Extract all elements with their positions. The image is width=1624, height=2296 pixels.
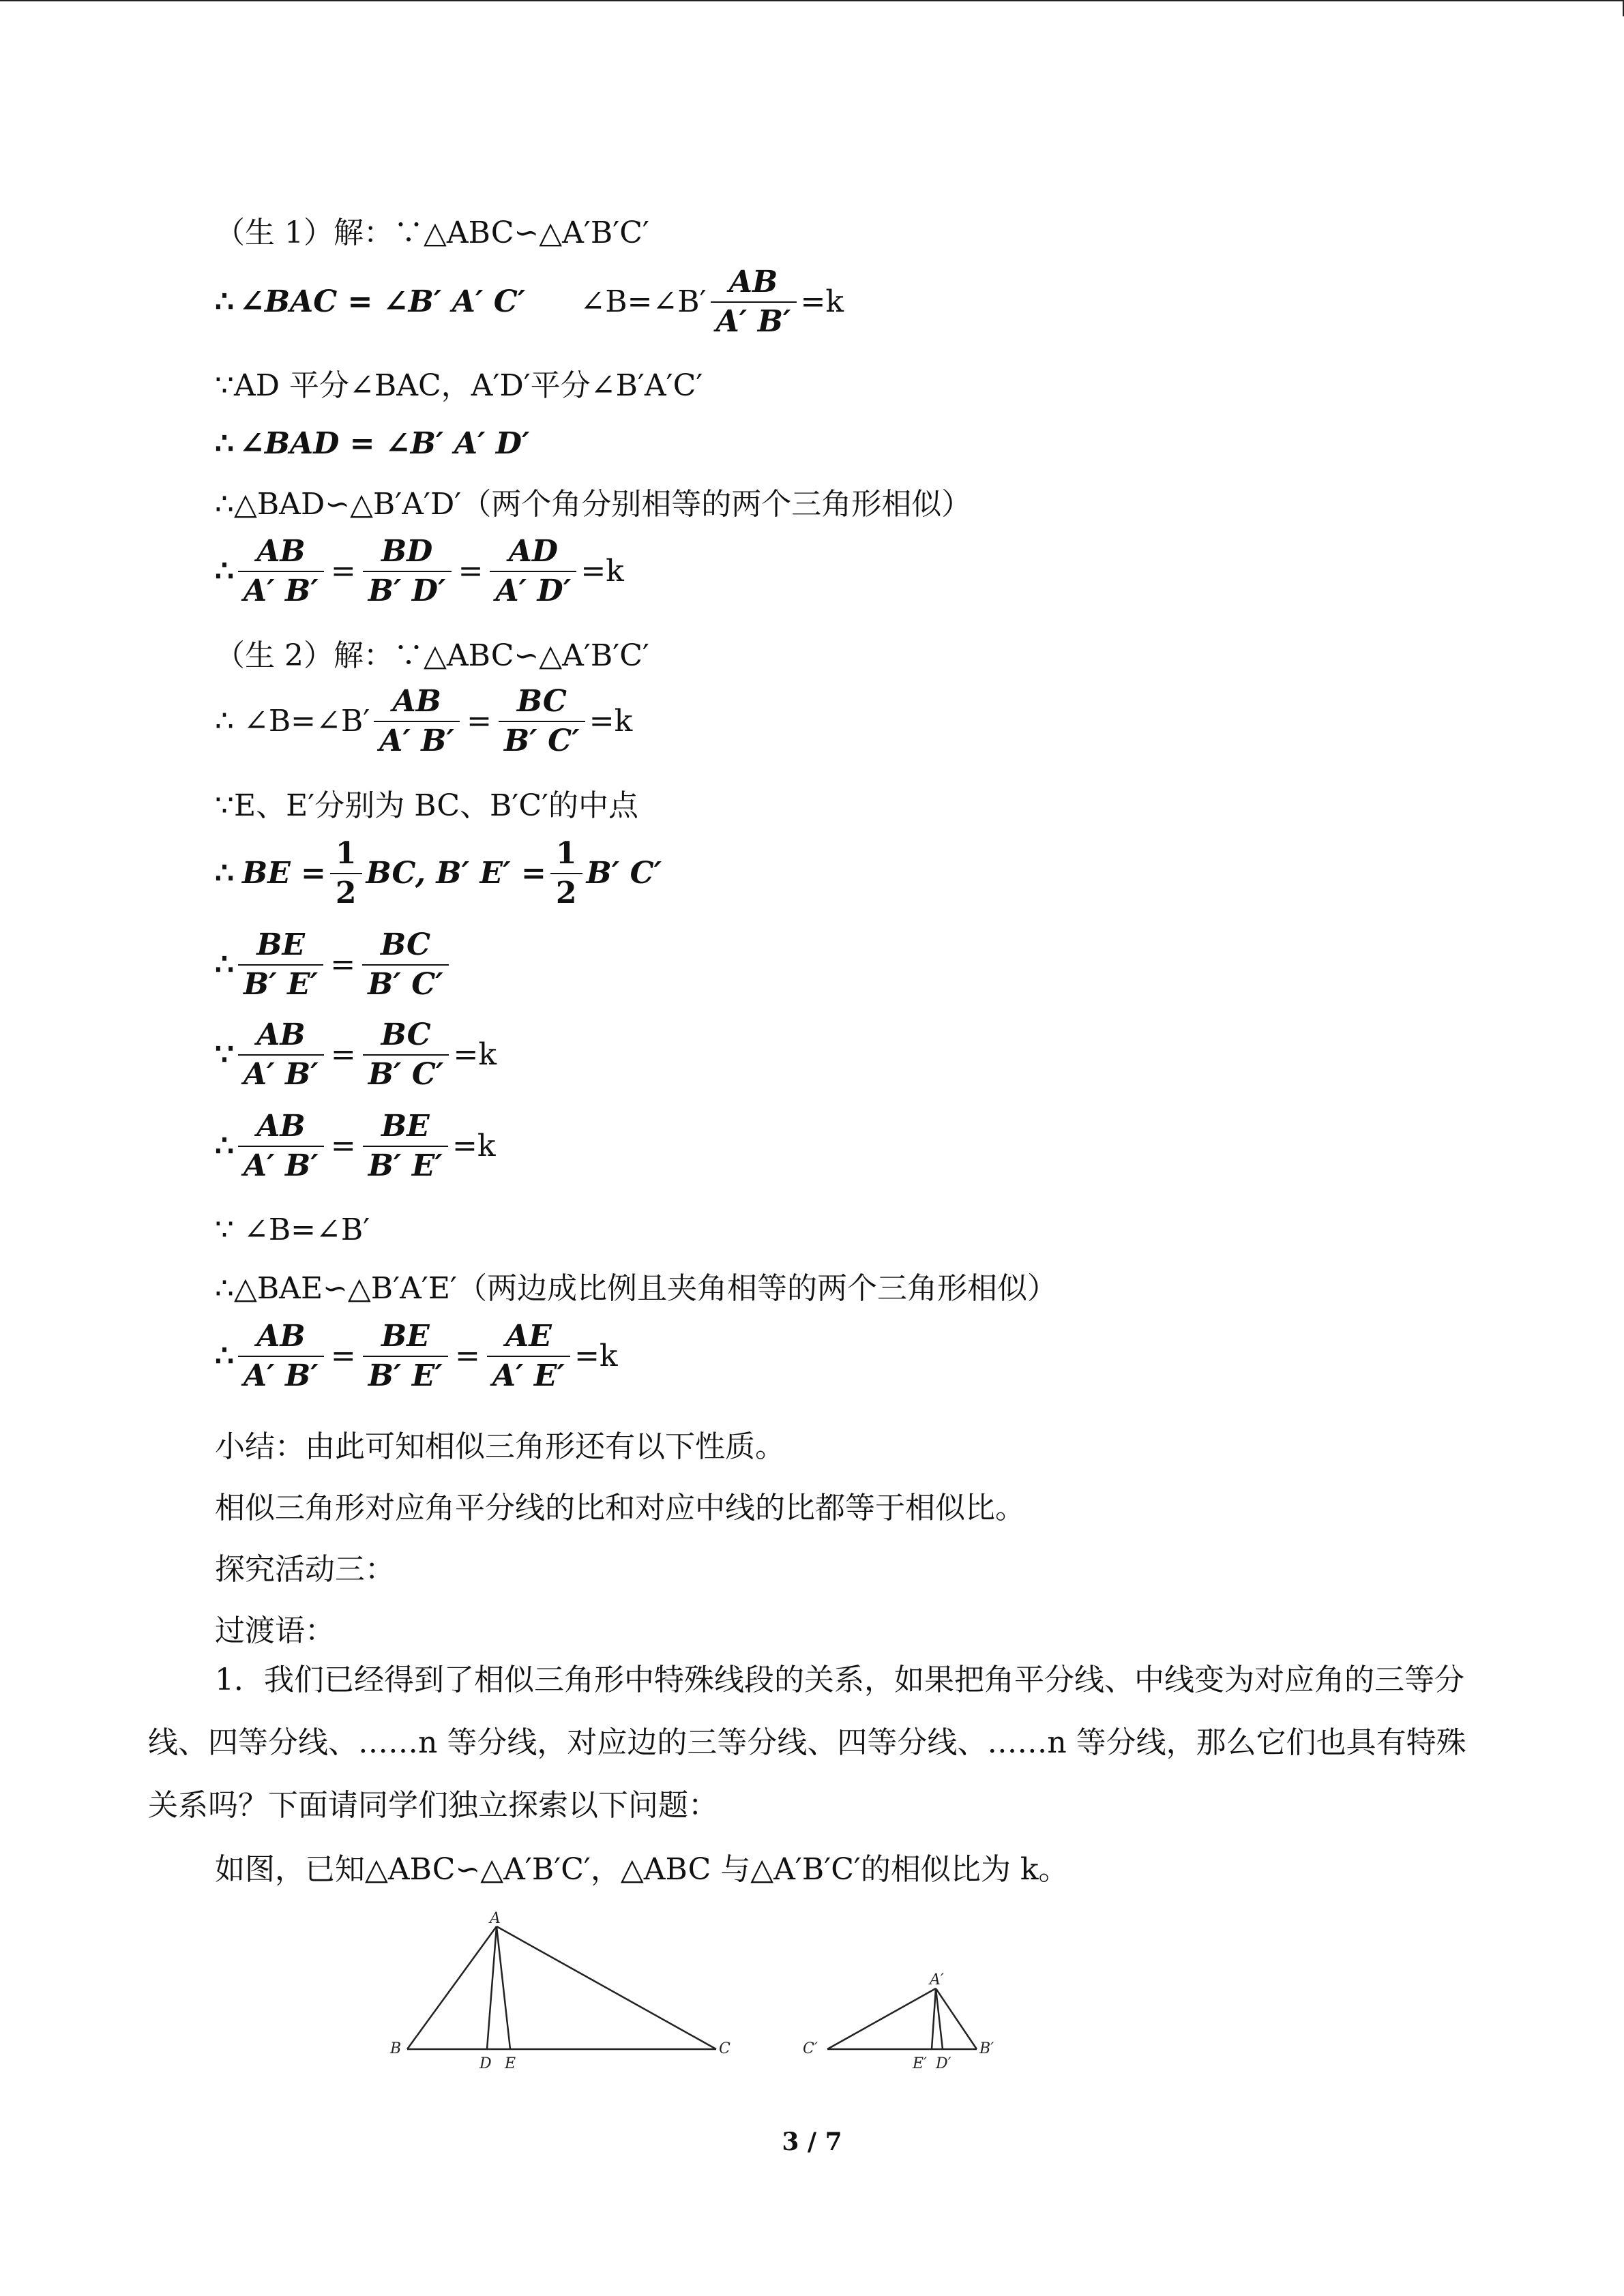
label-D: D (479, 2055, 492, 2072)
triangles-figure (382, 1903, 1037, 2093)
fraction: $\frac{1}{2}$ (550, 837, 582, 910)
s1-line2: ∴ ∠BAC = ∠B′ A′ C′ ∠B=∠B′ $\frac{AB}{A' B'}$ =k (215, 265, 844, 340)
fraction: $\frac{BE}{B' E'}$ (363, 1320, 448, 1393)
fraction: $\frac{BC}{B' C'}$ (362, 929, 449, 1002)
label-C-prime: C′ (803, 2040, 818, 2057)
s2-line10: ∴ $\frac{AB}{A' B'}$ = $\frac{BE}{B' E'}$ = $\frac{AE}{A' E'}$ =k (215, 1319, 618, 1394)
s2-line4: ∴ BE = $\frac{1}{2}$ BC, B′ E′ = $\frac{1}{2}$ B′ C′ (215, 836, 662, 911)
transition-label: 过渡语： (215, 1613, 335, 1648)
label-C: C (719, 2040, 730, 2057)
fraction: $\frac{AB}{A' B'}$ (711, 266, 797, 339)
fraction: $\frac{AB}{A' B'}$ (238, 1019, 324, 1092)
fraction: $\frac{1}{2}$ (330, 837, 362, 910)
fraction: $\frac{BC}{B' C'}$ (499, 685, 585, 758)
s1-line4: ∴ ∠BAD = ∠B′ A′ D′ (215, 426, 530, 461)
property-text: 相似三角形对应角平分线的比和对应中线的比都等于相似比。 (215, 1491, 1025, 1525)
s1-line6: ∴ $\frac{AB}{A' B'}$ = $\frac{BD}{B' D'}$ = $\frac{AD}{A' D'}$ =k (215, 534, 624, 609)
s2-line6: ∵ $\frac{AB}{A' B'}$ = $\frac{BC}{B' C'}$ =k (215, 1017, 497, 1092)
figure-intro: 如图，已知△ABC∽△A′B′C′，△ABC 与△A′B′C′的相似比为 k。 (215, 1852, 1069, 1887)
s2-line5: ∴ $\frac{BE}{B' E'}$ = $\frac{BC}{B' C'}$ (215, 929, 453, 1002)
fraction: $\frac{BC}{B' C'}$ (363, 1019, 449, 1092)
s2-line7: ∴ $\frac{AB}{A' B'}$ = $\frac{BE}{B' E'}$ =k (215, 1109, 496, 1184)
fraction: $\frac{BE}{B' E'}$ (238, 929, 323, 1002)
fraction: $\frac{AE}{A' E'}$ (487, 1320, 570, 1393)
page-number: 3 / 7 (782, 2128, 842, 2156)
label-B: B (390, 2040, 402, 2057)
label-A-prime: A′ (930, 1971, 944, 1988)
summary-text: 小结：由此可知相似三角形还有以下性质。 (215, 1429, 785, 1464)
s1-line1: （生 1）解：∵△ABC∽△A′B′C′ (215, 215, 649, 250)
s2-line3: ∵E、E′分别为 BC、B′C′的中点 (215, 788, 639, 823)
s2-line9: ∴△BAE∽△B′A′E′（两边成比例且夹角相等的两个三角形相似） (215, 1271, 1057, 1306)
fraction: $\frac{AB}{A' B'}$ (238, 535, 324, 608)
fraction: $\frac{AD}{A' D'}$ (490, 535, 576, 608)
label-D-prime: D′ (936, 2055, 951, 2072)
s1-line5: ∴△BAD∽△B′A′D′（两个角分别相等的两个三角形相似） (215, 487, 972, 522)
fraction: $\frac{AB}{A' B'}$ (238, 1320, 324, 1393)
label-B-prime: B′ (979, 2040, 994, 2057)
triangle-abc (407, 1926, 716, 2049)
s2-line8: ∵ ∠B=∠B′ (215, 1212, 370, 1247)
s1-line3: ∵AD 平分∠BAC，A′D′平分∠B′A′C′ (215, 368, 703, 403)
activity-heading: 探究活动三： (215, 1552, 395, 1587)
fraction: $\frac{BE}{B' E'}$ (363, 1110, 448, 1183)
label-E: E (505, 2055, 516, 2072)
triangle-abc-prime (827, 1988, 977, 2049)
question-paragraph: 1．我们已经得到了相似三角形中特殊线段的关系，如果把角平分线、中线变为对应角的三等分线、四等分线、……n 等分线，对应边的三等分线、四等分线、……n 等分线，那么它们也具有特殊关系吗？下面请同学们独立探索以下问题： (148, 1663, 1466, 1823)
fraction: $\frac{AB}{A' B'}$ (374, 685, 460, 758)
s2-line1: （生 2）解：∵△ABC∽△A′B′C′ (215, 638, 649, 673)
fraction: $\frac{BD}{B' D'}$ (363, 535, 452, 608)
s2-line2: ∴ ∠B=∠B′ $\frac{AB}{A' B'}$ = $\frac{BC}{B' C'}$ =k (215, 684, 633, 759)
label-A: A (490, 1910, 501, 1927)
fraction: $\frac{AB}{A' B'}$ (238, 1110, 324, 1183)
label-E-prime: E′ (913, 2055, 928, 2072)
top-rule (0, 0, 1624, 1)
